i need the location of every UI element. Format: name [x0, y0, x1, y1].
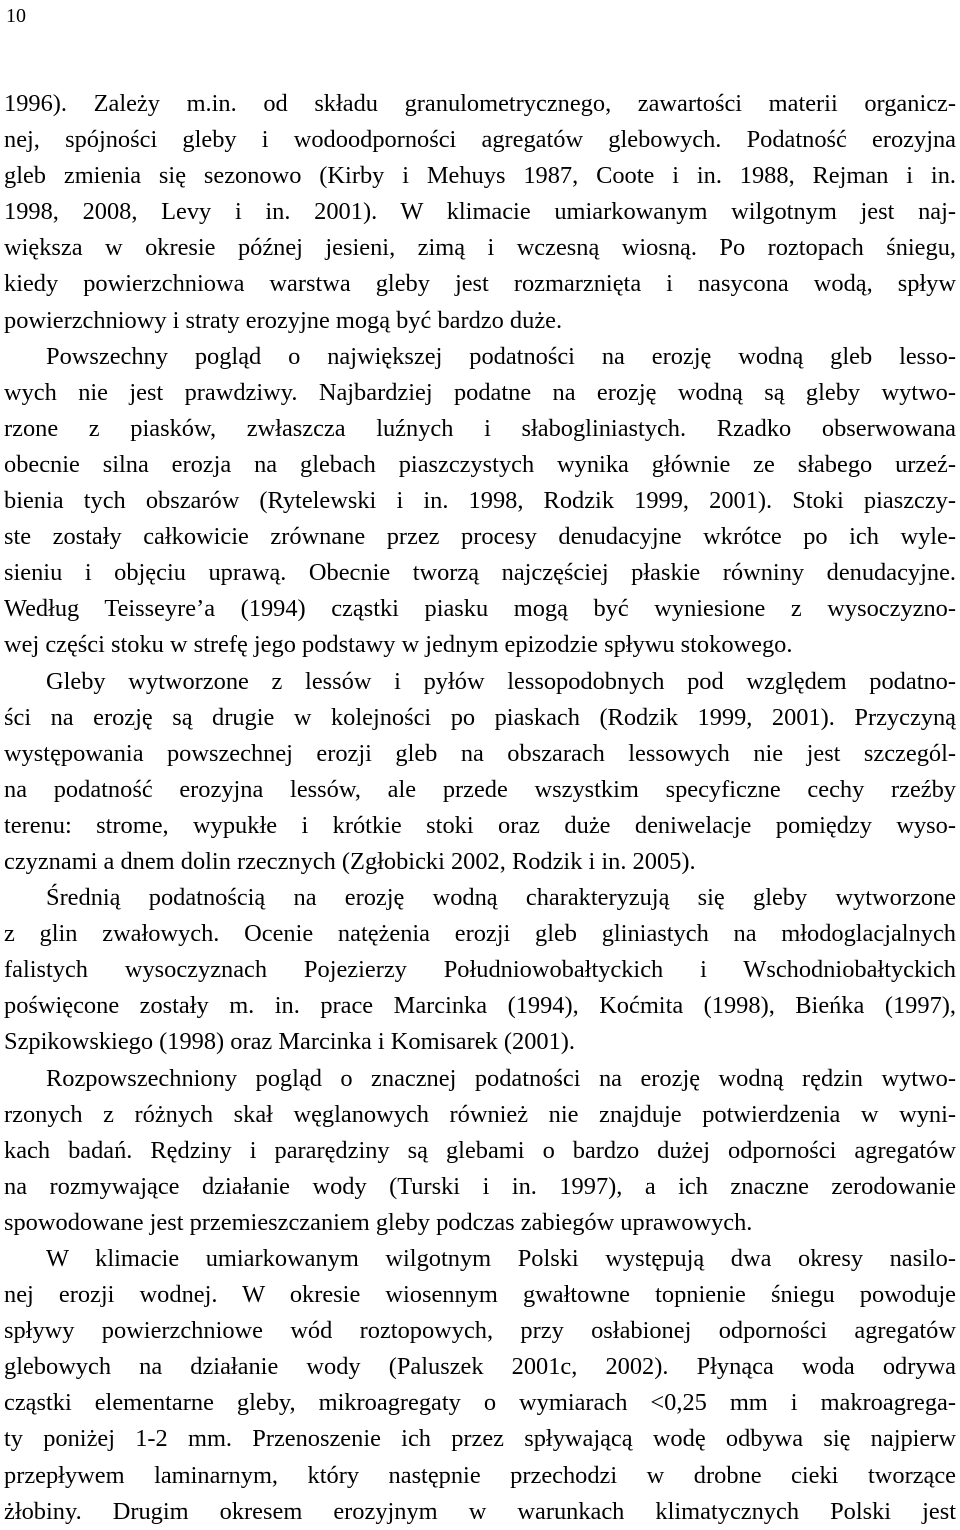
- text-line: cząstki elementarne gleby, mikroagregaty o wymiarach <0,25 mm i makroagrega-: [4, 1389, 956, 1417]
- text-line: na rozmywające działanie wody (Turski i in. 1997), a ich znaczne zerodowanie: [4, 1172, 956, 1200]
- text-line: wej części stoku w strefę jego podstawy w jednym epizodzie spływu stokowego.: [4, 631, 793, 659]
- text-line: wych nie jest prawdziwy. Najbardziej podatne na erozję wodną są gleby wytwo-: [4, 378, 956, 406]
- text-line: przepływem laminarnym, który następnie przechodzi w drobne cieki tworzące: [4, 1461, 956, 1489]
- text-line: większa w okresie późnej jesieni, zimą i wczesną wiosną. Po roztopach śniegu,: [4, 234, 956, 262]
- text-line: występowania powszechnej erozji gleb na obszarach lessowych nie jest szczegól-: [4, 739, 956, 767]
- text-line: spływy powierzchniowe wód roztopowych, przy osłabionej odporności agregatów: [4, 1317, 956, 1345]
- text-line: gleb zmienia się sezonowo (Kirby i Mehuys 1987, Coote i in. 1988, Rejman i in.: [4, 162, 956, 190]
- text-line: 1998, 2008, Levy i in. 2001). W klimacie umiarkowanym wilgotnym jest naj-: [4, 198, 956, 226]
- text-line: na podatność erozyjna lessów, ale przede wszystkim specyficzne cechy rzeźby: [4, 775, 956, 803]
- text-line: rzonych z różnych skał węglanowych również nie znajduje potwierdzenia w wyni-: [4, 1100, 956, 1128]
- text-line: z glin zwałowych. Ocenie natężenia erozji gleb gliniastych na młodoglacjalnych: [4, 920, 956, 948]
- text-line: Szpikowskiego (1998) oraz Marcinka i Komisarek (2001).: [4, 1028, 576, 1056]
- text-line: bienia tych obszarów (Rytelewski i in. 1998, Rodzik 1999, 2001). Stoki piaszczy-: [4, 487, 956, 515]
- text-line: ste zostały całkowicie zrównane przez procesy denudacyjne wkrótce po ich wyle-: [4, 523, 956, 551]
- text-line: Gleby wytworzone z lessów i pyłów lessopodobnych pod względem podatno-: [46, 667, 956, 695]
- text-line: terenu: strome, wypukłe i krótkie stoki oraz duże deniwelacje pomiędzy wyso-: [4, 811, 956, 839]
- text-line: kach badań. Rędziny i pararędziny są glebami o bardzo dużej odporności agregatów: [4, 1136, 956, 1164]
- text-line: nej erozji wodnej. W okresie wiosennym gwałtowne topnienie śniegu powoduje: [4, 1281, 956, 1309]
- text-line: sieniu i objęciu uprawą. Obecnie tworzą najczęściej płaskie równiny denudacyjne.: [4, 559, 956, 587]
- body-text: [4, 86, 956, 1530]
- text-line: 1996). Zależy m.in. od składu granulometrycznego, zawartości materii organicz-: [4, 90, 956, 117]
- text-line: powierzchniowy i straty erozyjne mogą być bardzo duże.: [4, 306, 563, 334]
- text-line: W klimacie umiarkowanym wilgotnym Polski występują dwa okresy nasilo-: [46, 1245, 956, 1272]
- text-line: żłobiny. Drugim okresem erozyjnym w warunkach klimatycznych Polski jest: [4, 1497, 956, 1525]
- text-line: falistych wysoczyznach Pojezierzy Południowobałtyckich i Wschodniobałtyckich: [4, 956, 956, 984]
- text-line: czyznami a dnem dolin rzecznych (Zgłobicki 2002, Rodzik i in. 2005).: [4, 847, 696, 875]
- text-line: ści na erozję są drugie w kolejności po piaskach (Rodzik 1999, 2001). Przyczyną: [4, 703, 956, 731]
- text-line: glebowych na działanie wody (Paluszek 2001c, 2002). Płynąca woda odrywa: [4, 1353, 956, 1381]
- text-line: nej, spójności gleby i wodoodporności agregatów glebowych. Podatność erozyjna: [4, 126, 956, 154]
- text-line: obecnie silna erozja na glebach piaszczystych wynika głównie ze słabego urzeź-: [4, 450, 956, 478]
- text-line: Rozpowszechniony pogląd o znacznej podatności na erozję wodną rędzin wytwo-: [46, 1064, 956, 1092]
- text-line: rzone z piasków, zwłaszcza luźnych i słabogliniastych. Rzadko obserwowana: [4, 414, 956, 442]
- text-line: Powszechny pogląd o największej podatności na erozję wodną gleb lesso-: [46, 342, 956, 370]
- text-line: kiedy powierzchniowa warstwa gleby jest rozmarznięta i nasycona wodą, spływ: [4, 270, 956, 298]
- text-line: Według Teisseyre’a (1994) cząstki piasku mogą być wyniesione z wysoczyzno-: [4, 595, 956, 623]
- page-number: 10: [6, 5, 26, 27]
- text-line: poświęcone zostały m. in. prace Marcinka (1994), Koćmita (1998), Bieńka (1997),: [4, 992, 956, 1020]
- text-line: ty poniżej 1-2 mm. Przenoszenie ich przez spływającą wodę odbywa się najpierw: [4, 1425, 956, 1453]
- text-line: Średnią podatnością na erozję wodną charakteryzują się gleby wytworzone: [46, 884, 956, 912]
- text-line: spowodowane jest przemieszczaniem gleby podczas zabiegów uprawowych.: [4, 1208, 753, 1236]
